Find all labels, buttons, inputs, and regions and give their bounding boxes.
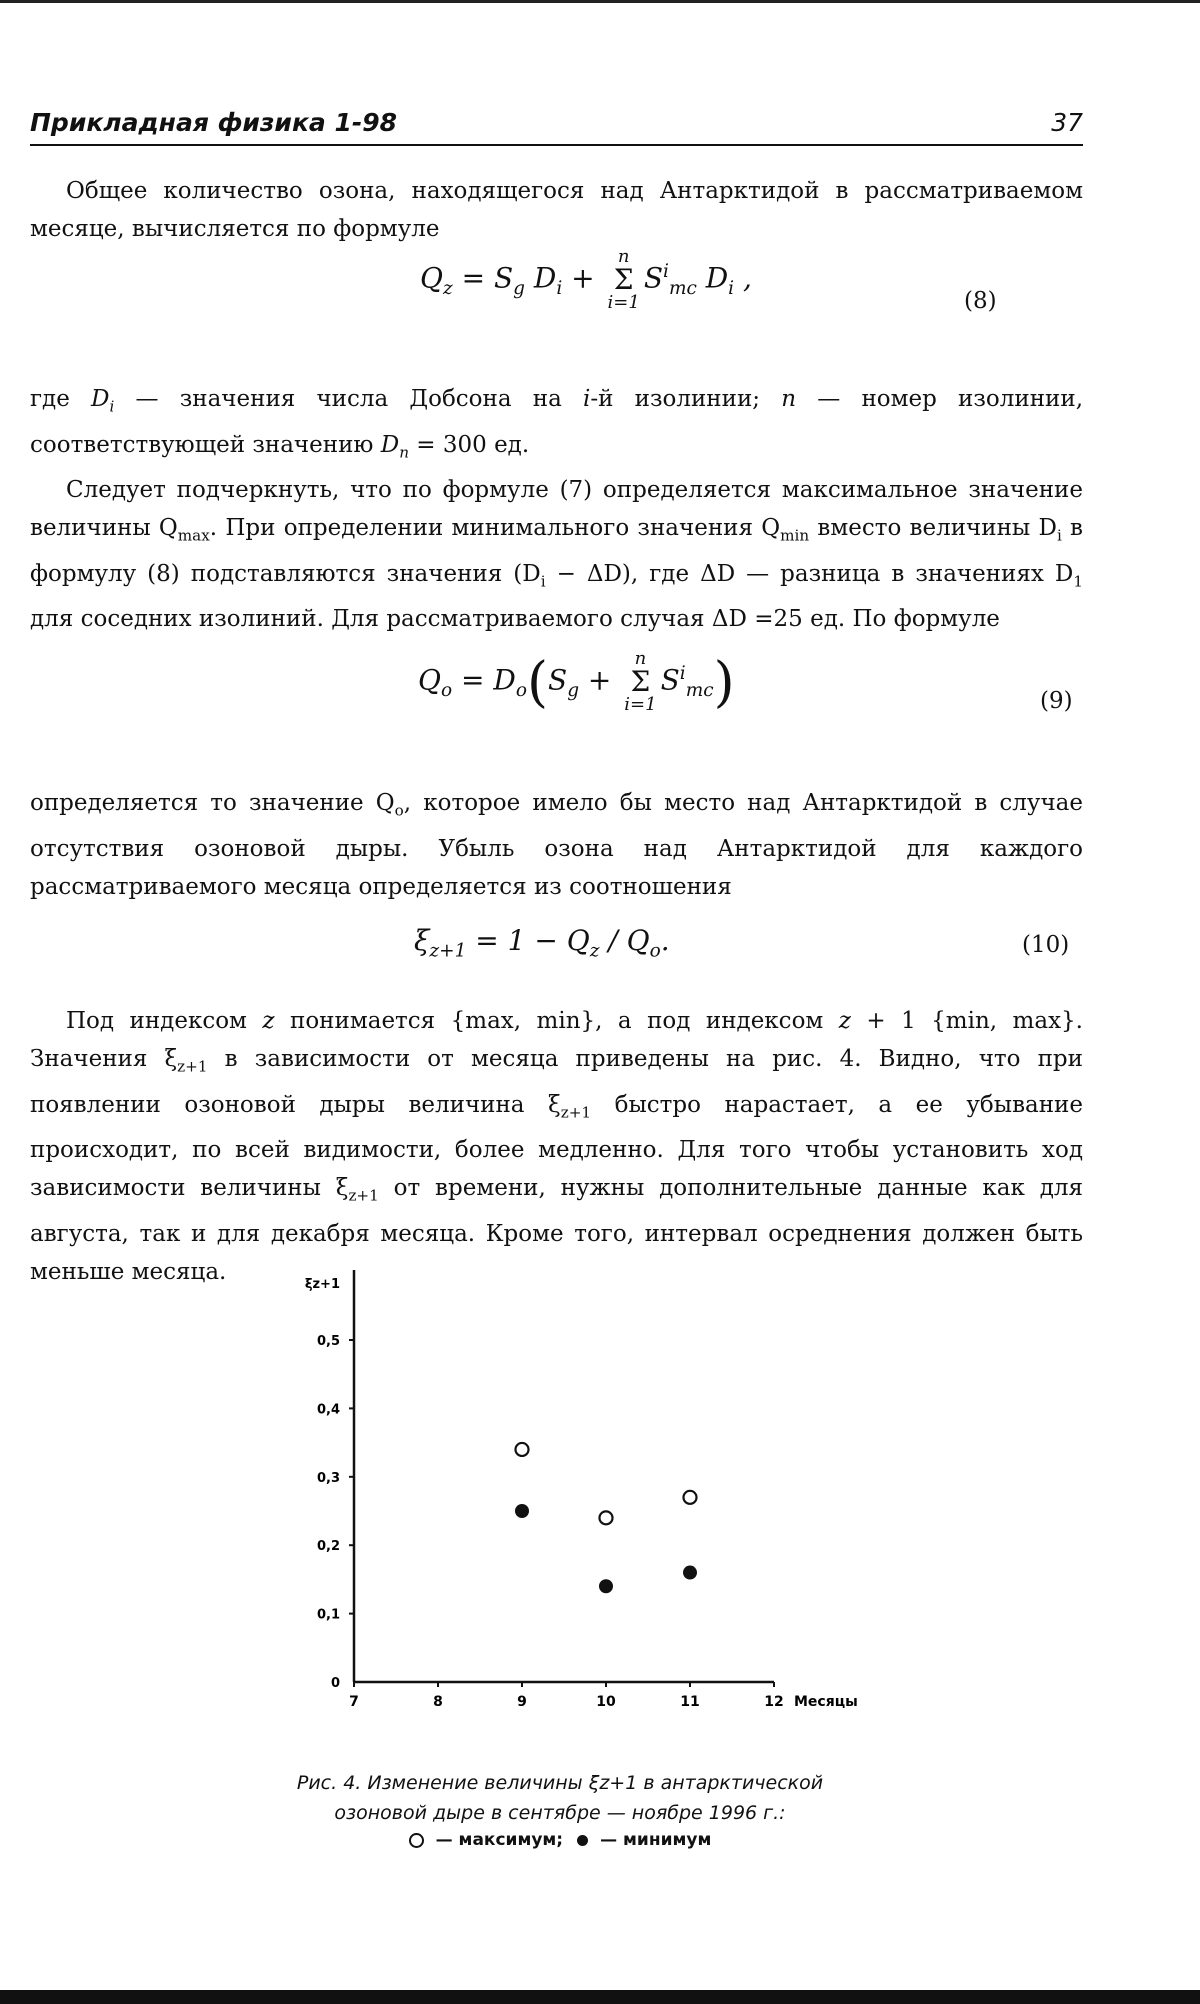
eq8-sum-top: n [617, 246, 630, 267]
eq10-xi-sub: z+1 [429, 940, 467, 962]
eq8-lhs: Q [420, 261, 443, 295]
p2-var-dn-sub: n [399, 443, 409, 462]
legend-min-label: — минимум [600, 1830, 712, 1850]
equation-10-number: (10) [1022, 932, 1070, 958]
p2-part-a: где [30, 386, 92, 412]
p3-sub-i2: i [540, 572, 546, 591]
eq8-sum-sigma: Σ [613, 263, 634, 296]
eq8-d-sub: i [556, 278, 563, 300]
p5-sub-2: z+1 [560, 1103, 592, 1122]
eq9-equals: = [452, 663, 494, 697]
p4-sub-o: o [394, 801, 404, 820]
paragraph-1 [30, 172, 1083, 248]
p2-part-e: = 300 ед. [408, 431, 530, 458]
p2-part-c: -й изолинии; [590, 386, 782, 412]
p5-part-d: в зависимости от месяца приведены на рис. 4. Видно, что при появлении озоновой дыры величина ξ [30, 1046, 1083, 1118]
equation-9 [418, 650, 735, 714]
p4-part-a: определяется то значение Q [30, 790, 395, 816]
figure-legend [180, 1830, 940, 1850]
p3-sub-min: min [780, 526, 810, 545]
p2-part-d: — номер изолинии, соответствующей значению [30, 386, 1084, 458]
eq9-right-paren: ) [713, 650, 735, 714]
y-tick-label: 0,1 [316, 1607, 340, 1623]
p5-part-f: от времени, нужны дополнительные данные как для августа, так и для декабря месяца. Кроме того, интервал осреднения должен быть меньше месяца. [30, 1175, 1083, 1285]
equation-9-number: (9) [1040, 688, 1073, 714]
eq9-s-sub: g [567, 680, 580, 702]
eq9-sum-top: n [634, 648, 647, 669]
eq9-sum-sigma: Σ [630, 665, 651, 698]
eq10-qo-sub: o [649, 940, 661, 962]
p5-part-c: + 1 {min, max}. Значения ξ [30, 1008, 1083, 1072]
eq9-smc: S [660, 663, 680, 697]
eq10-qz-sub: z [589, 940, 600, 962]
equation-10 [414, 924, 670, 962]
p2-part-b: — значения числа Добсона на [114, 386, 583, 412]
p3-part-d: в формулу (8) подставляются значения (D [30, 515, 1084, 587]
p2-var-i: i [583, 386, 591, 412]
paragraph-5-text [30, 1002, 1083, 1291]
eq8-lhs-sub: z [442, 278, 453, 300]
p2-var-n: n [781, 386, 797, 412]
eq8-comma: , [734, 261, 752, 295]
caption-line-2: озоновой дыре в сентябре — ноябре 1996 г.: [334, 1802, 786, 1824]
max-point [684, 1491, 697, 1504]
running-header [30, 106, 1083, 146]
page-number: 37 [1051, 108, 1083, 137]
x-tick-label: 8 [433, 1694, 443, 1710]
p5-sub-1: z+1 [177, 1057, 208, 1076]
caption-line-1: Рис. 4. Изменение величины ξz+1 в антарктической [296, 1772, 824, 1794]
p3-sub-1: 1 [1073, 572, 1083, 591]
min-point [683, 1566, 697, 1580]
figure-caption [180, 1768, 940, 1828]
y-axis-label: ξz+1 [304, 1277, 340, 1292]
y-tick-label: 0 [330, 1676, 340, 1691]
p3-sub-max: max [177, 526, 210, 545]
open-circle-icon [409, 1833, 424, 1848]
eq8-sum [608, 248, 640, 312]
scan-edge-bottom [0, 1990, 1200, 2004]
eq8-s: S [493, 261, 514, 295]
p5-sub-3: z+1 [348, 1186, 379, 1205]
eq9-d: D [493, 663, 516, 697]
eq8-d2: D [696, 261, 729, 295]
paragraph-4-text [30, 784, 1083, 906]
paragraph-1-text: Общее количество озона, находящегося над Антарктидой в рассматриваемом месяце, вычисляется по формуле [30, 178, 1083, 242]
scatter-plot [280, 1262, 858, 1722]
p3-part-b: . При определении минимального значения Q [209, 515, 781, 542]
eq8-smc-sub: mc [668, 278, 697, 300]
eq8-sum-bottom: i=1 [607, 292, 640, 313]
paragraph-4 [30, 784, 1083, 906]
min-point [515, 1504, 529, 1518]
eq10-xi: ξ [414, 924, 430, 957]
eq9-plus: + [579, 663, 621, 697]
y-tick-label: 0,5 [316, 1334, 340, 1349]
p5-part-b: понимается {max, min}, а под индексом [274, 1008, 839, 1034]
p2-var-d-sub: i [109, 397, 115, 416]
x-tick-label: 11 [680, 1694, 700, 1710]
x-tick-label: 10 [596, 1694, 616, 1710]
eq8-d2-sub: i [728, 278, 735, 300]
eq9-lhs-sub: o [440, 680, 453, 702]
eq9-smc-sup: i [679, 663, 686, 685]
p2-var-d: D [91, 386, 110, 412]
eq10-slash: / Q [599, 924, 650, 957]
x-tick-label: 9 [517, 1694, 527, 1710]
equation-8-number: (8) [964, 288, 997, 314]
eq10-dot: . [660, 924, 670, 957]
y-tick-label: 0,3 [316, 1470, 340, 1486]
eq10-rhs: = 1 − Q [466, 924, 590, 957]
y-tick-label: 0,4 [316, 1402, 340, 1418]
p5-var-z: z [262, 1008, 275, 1034]
p2-var-dn: D [380, 431, 400, 458]
p3-part-c: вместо величины D [809, 515, 1057, 542]
p4-part-b: , которое имело бы место над Антарктидой в случае отсутствия озоновой дыры. Убыль озона над Антарктидой для каждого рассматриваемого месяца определяется из соотношения [30, 790, 1083, 900]
p5-part-e: быстро нарастает, а ее убывание происходит, по всей видимости, более медленно. Для того чтобы установить ход зависимости величины ξ [30, 1091, 1083, 1202]
paragraph-2 [30, 380, 1083, 638]
eq8-plus: + [562, 261, 604, 295]
equation-8 [420, 248, 752, 312]
p3-part-a: Следует подчеркнуть, что по формуле (7) определяется максимальное значение величины Q [30, 477, 1083, 542]
p5-part-a: Под индексом [66, 1008, 263, 1034]
p3-part-e: − ΔD), где ΔD — разница в значениях D [545, 560, 1074, 587]
scan-edge-top [0, 0, 1200, 3]
eq9-smc-sub: mc [685, 680, 714, 702]
y-tick-label: 0,2 [316, 1539, 340, 1555]
eq8-equals: = [452, 261, 494, 295]
eq9-d-sub: o [515, 680, 527, 702]
figure-4-chart [280, 1262, 858, 1722]
eq8-smc-sup: i [663, 261, 669, 283]
x-axis-label: Месяцы [794, 1694, 858, 1710]
x-tick-label: 7 [349, 1694, 359, 1710]
eq8-d: D [524, 261, 557, 295]
filled-circle-icon [577, 1835, 588, 1846]
x-tick-label: 12 [764, 1694, 784, 1710]
paragraph-3-text [30, 471, 1083, 638]
paragraph-2-text [30, 380, 1083, 471]
eq8-smc: S [643, 261, 664, 295]
max-point [600, 1511, 613, 1524]
eq9-sum [624, 650, 656, 714]
eq8-s-sub: g [513, 278, 525, 300]
journal-title: Прикладная физика 1-98 [30, 108, 398, 137]
eq9-lhs: Q [418, 663, 441, 697]
p3-part-f: для соседних изолиний. Для рассматриваемого случая ΔD =25 ед. По формуле [30, 606, 1000, 633]
paragraph-5 [30, 1002, 1083, 1291]
eq9-sum-bottom: i=1 [624, 694, 657, 715]
max-point [516, 1443, 529, 1456]
p5-var-z1: z [838, 1008, 851, 1034]
legend-max-label: — максимум; [435, 1830, 564, 1850]
eq9-left-paren: ( [526, 650, 549, 714]
eq9-s: S [548, 663, 568, 697]
min-point [599, 1579, 613, 1593]
p3-sub-i: i [1056, 526, 1062, 545]
